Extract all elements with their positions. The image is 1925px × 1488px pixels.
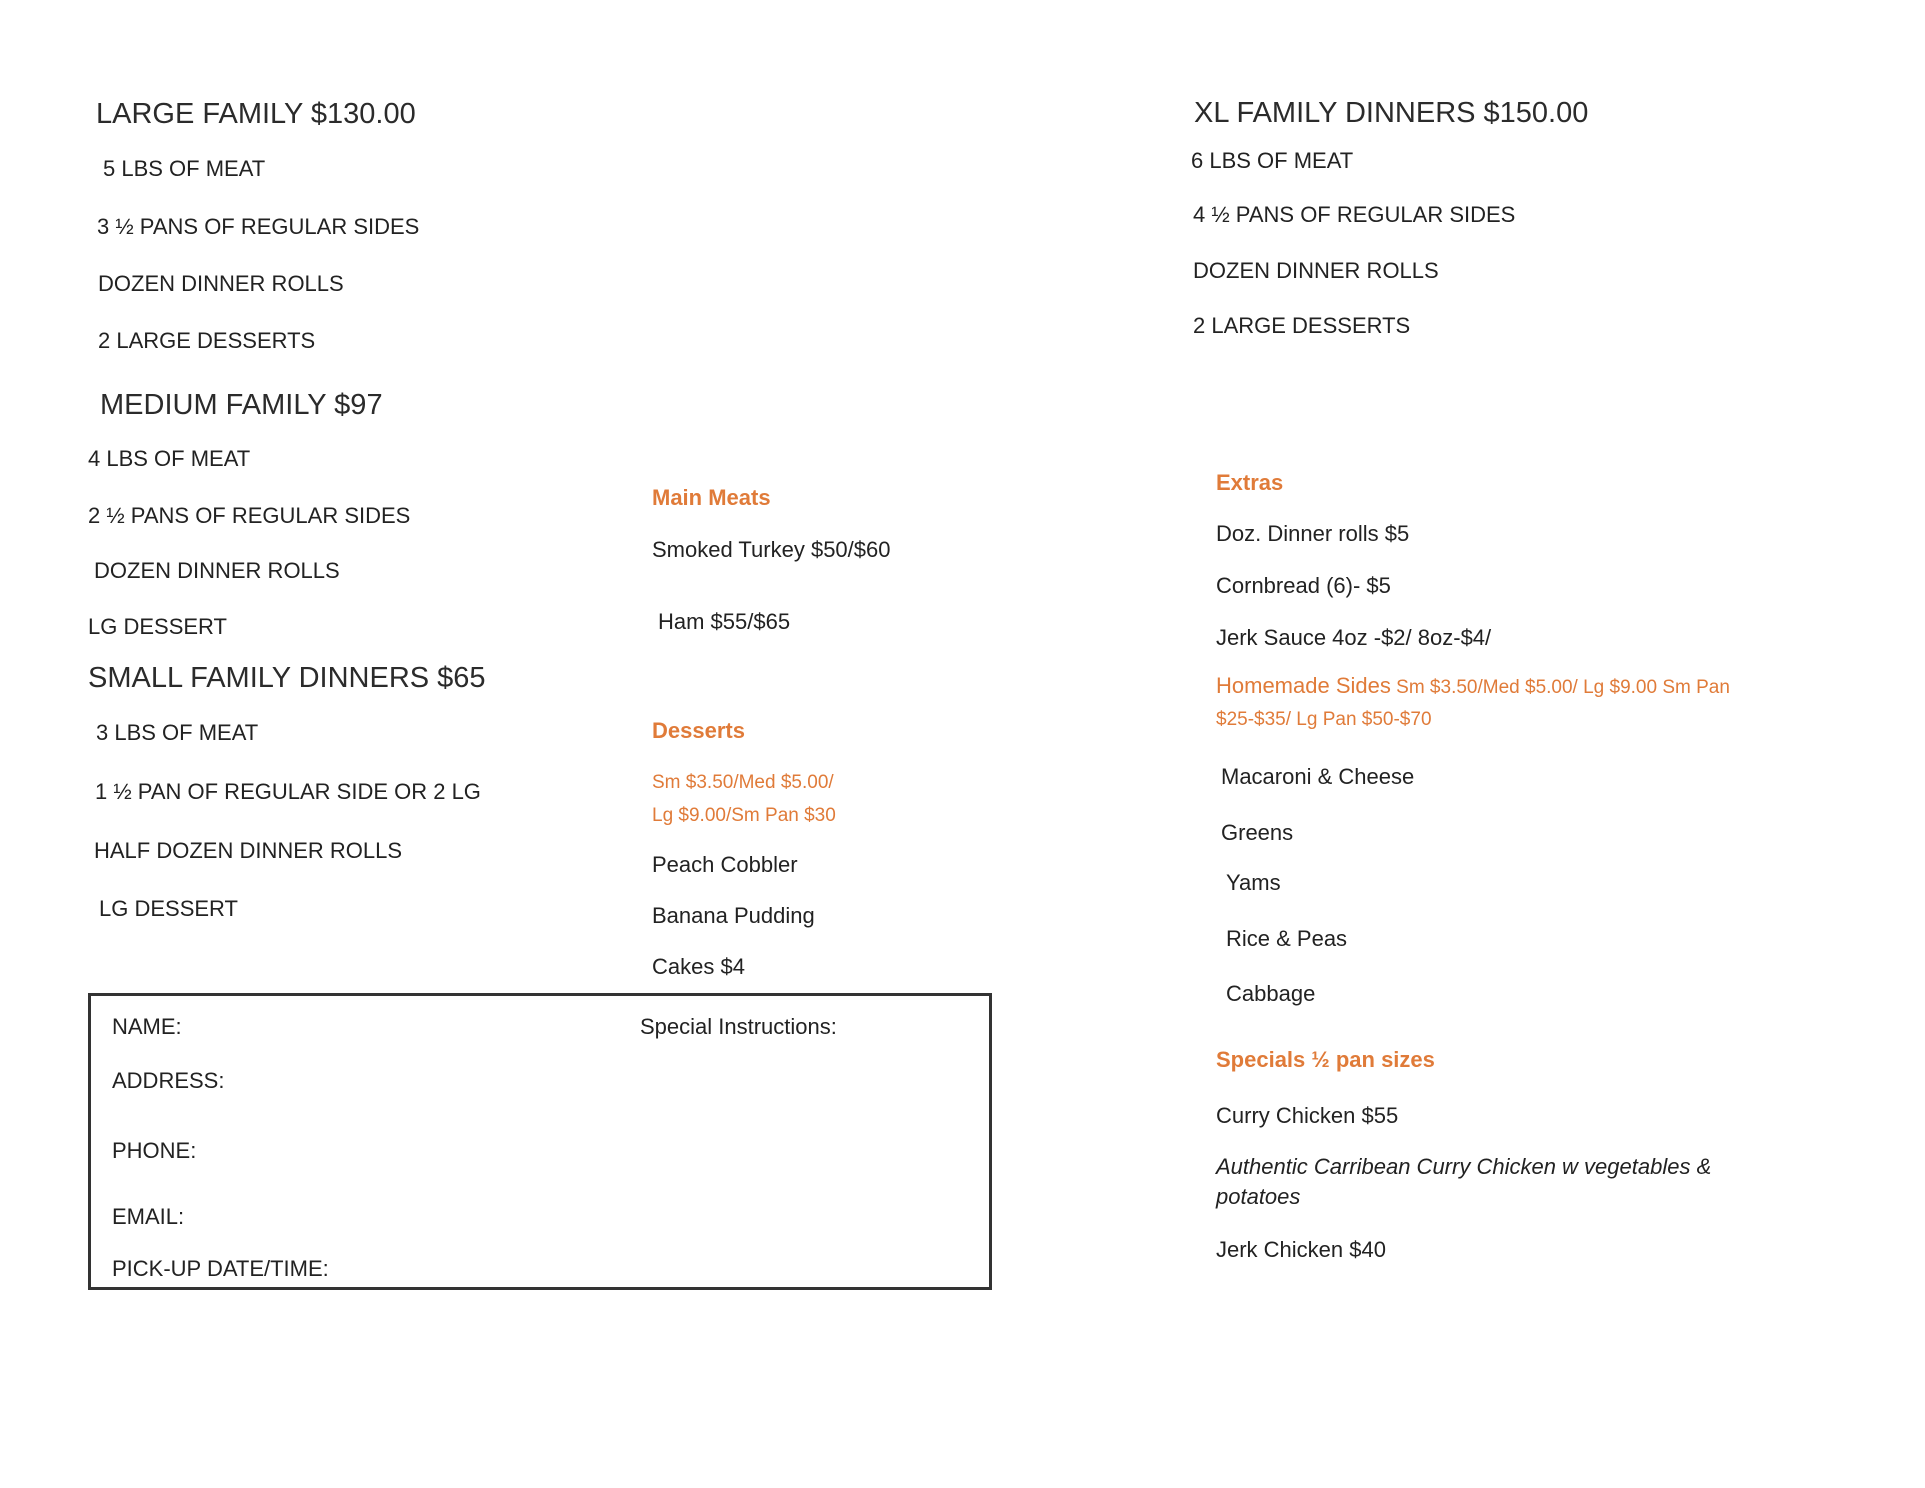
side-item: Yams xyxy=(1226,870,1281,895)
medium-family-item: 4 LBS OF MEAT xyxy=(88,446,251,471)
phone-field-label[interactable]: PHONE: xyxy=(112,1138,197,1163)
small-family-title: SMALL FAMILY DINNERS $65 xyxy=(88,662,486,694)
xl-family-title: XL FAMILY DINNERS $150.00 xyxy=(1194,97,1589,129)
large-family-title: LARGE FAMILY $130.00 xyxy=(96,98,416,130)
large-family-item: 3 ½ PANS OF REGULAR SIDES xyxy=(97,214,420,239)
main-meat-item: Ham $55/$65 xyxy=(658,609,791,634)
xl-family-item: DOZEN DINNER ROLLS xyxy=(1193,258,1439,283)
extras-item: Doz. Dinner rolls $5 xyxy=(1216,521,1410,546)
desserts-heading: Desserts xyxy=(652,718,745,743)
medium-family-item: LG DESSERT xyxy=(88,614,227,639)
email-field-label[interactable]: EMAIL: xyxy=(112,1204,185,1229)
special-item-description: Authentic Carribean Curry Chicken w vegetables & potatoes xyxy=(1216,1154,1712,1209)
special-item: Jerk Chicken $40 xyxy=(1216,1237,1386,1262)
side-item: Cabbage xyxy=(1226,981,1316,1006)
large-family-item: 2 LARGE DESSERTS xyxy=(98,328,316,353)
special-item: Curry Chicken $55 xyxy=(1216,1103,1399,1128)
dessert-item: Peach Cobbler xyxy=(652,852,798,877)
homemade-sides-line xyxy=(1216,674,1730,700)
side-item: Rice & Peas xyxy=(1226,926,1348,951)
main-meats-heading: Main Meats xyxy=(652,485,771,510)
extras-item: Cornbread (6)- $5 xyxy=(1216,573,1391,598)
main-meat-item: Smoked Turkey $50/$60 xyxy=(652,537,891,562)
side-item: Macaroni & Cheese xyxy=(1221,764,1415,789)
pickup-field-label[interactable]: PICK-UP DATE/TIME: xyxy=(112,1256,329,1281)
specials-heading: Specials ½ pan sizes xyxy=(1216,1047,1435,1072)
extras-item: Jerk Sauce 4oz -$2/ 8oz-$4/ xyxy=(1216,625,1492,650)
xl-family-item: 2 LARGE DESSERTS xyxy=(1193,313,1411,338)
small-family-item: 3 LBS OF MEAT xyxy=(96,720,259,745)
address-field-label[interactable]: ADDRESS: xyxy=(112,1068,225,1093)
xl-family-item: 6 LBS OF MEAT xyxy=(1191,148,1354,173)
special-instructions-label[interactable]: Special Instructions: xyxy=(640,1014,837,1039)
dessert-item: Cakes $4 xyxy=(652,954,745,979)
homemade-sides-price-line: $25-$35/ Lg Pan $50-$70 xyxy=(1216,709,1432,730)
homemade-sides-label: Homemade Sides xyxy=(1216,673,1391,698)
order-form-box xyxy=(88,993,992,1290)
small-family-item: LG DESSERT xyxy=(99,896,238,921)
medium-family-item: 2 ½ PANS OF REGULAR SIDES xyxy=(88,503,411,528)
side-item: Greens xyxy=(1221,820,1294,845)
medium-family-title: MEDIUM FAMILY $97 xyxy=(100,389,383,421)
homemade-sides-price: Sm $3.50/Med $5.00/ Lg $9.00 Sm Pan xyxy=(1390,677,1730,698)
extras-heading: Extras xyxy=(1216,470,1284,495)
small-family-item: HALF DOZEN DINNER ROLLS xyxy=(94,838,403,863)
desserts-price-line: Lg $9.00/Sm Pan $30 xyxy=(652,805,836,826)
large-family-item: 5 LBS OF MEAT xyxy=(103,156,266,181)
name-field-label[interactable]: NAME: xyxy=(112,1014,182,1039)
dessert-item: Banana Pudding xyxy=(652,903,815,928)
medium-family-item: DOZEN DINNER ROLLS xyxy=(94,558,340,583)
xl-family-item: 4 ½ PANS OF REGULAR SIDES xyxy=(1193,202,1516,227)
small-family-item: 1 ½ PAN OF REGULAR SIDE OR 2 LG xyxy=(95,779,481,804)
large-family-item: DOZEN DINNER ROLLS xyxy=(98,271,344,296)
desserts-price-line: Sm $3.50/Med $5.00/ xyxy=(652,772,834,793)
